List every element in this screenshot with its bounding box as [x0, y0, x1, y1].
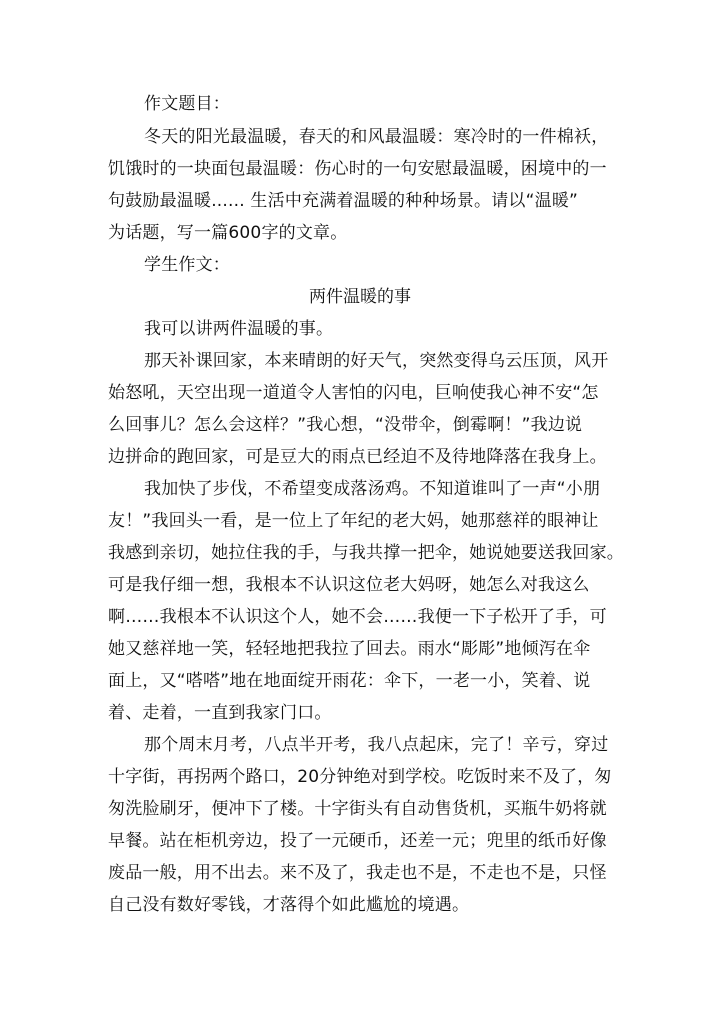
essay-line-4: 么回事儿？怎么会这样？”我心想，“没带伞，倒霉啊！”我边说: [108, 415, 583, 435]
prompt-line-1: 冬天的阳光最温暖，春天的和风最温暖：寒冷时的一件棉袄，: [144, 127, 609, 147]
essay-line-11: 她又慈祥地一笑，轻轻地把我拉了回去。雨水“彫彫”地倾泻在伞: [108, 639, 591, 659]
essay-line-6: 我加快了步伐，不希望变成落汤鸡。不知道谁叫了一声“小朋: [144, 479, 601, 499]
essay-line-3: 始怒吼，天空出现一道道令人害怕的闪电，巨响使我心神不安“怎: [108, 383, 599, 403]
essay-line-18: 废品一般，用不出去。来不及了，我走也不是，不走也不是，只怪: [108, 863, 607, 883]
essay-line-5: 边拼命的跑回家，可是豆大的雨点已经迫不及待地降落在我身上。: [108, 447, 607, 467]
prompt-line-2: 饥饿时的一块面包最温暖：伤心时的一句安慰最温暖，困境中的一: [108, 159, 607, 179]
essay-line-10: 啊……我根本不认识这个人，她不会……我便一下子松开了手，可: [108, 607, 607, 627]
essay-line-9: 可是我仔细一想，我根本不认识这位老大妈呀，她怎么对我这么: [108, 575, 590, 595]
essay-line-8: 我感到亲切，她拉住我的手，与我共撑一把伞，她说她要送我回家。: [108, 543, 624, 563]
essay-line-13: 着、走着，一直到我家门口。: [108, 703, 332, 723]
essay-line-12: 面上，又“嗒嗒”地在地面绽开雨花：伞下，一老一小，笑着、说: [108, 671, 591, 691]
essay-line-17: 早餐。站在柜机旁边，投了一元硬币，还差一元；兜里的纸币好像: [108, 831, 607, 851]
essay-line-2: 那天补课回家，本来晴朗的好天气，突然变得乌云压顶，风开: [144, 351, 609, 371]
essay-title: 两件温暖的事: [309, 287, 411, 307]
essay-line-14: 那个周末月考，八点半开考，我八点起床，完了！辛亏，穿过: [144, 735, 609, 755]
essay-line-19: 自己没有数好零钱，才落得个如此尴尬的境遇。: [108, 895, 470, 915]
prompt-line-4: 为话题，写一篇600字的文章。: [108, 223, 348, 243]
prompt-heading: 作文题目：: [144, 94, 230, 114]
student-heading: 学生作文：: [144, 255, 230, 275]
essay-line-15: 十字街，再拐两个路口，20分钟绝对到学校。吃饭时来不及了，匆: [108, 767, 612, 787]
essay-line-1: 我可以讲两件温暖的事。: [144, 319, 334, 339]
prompt-line-3: 句鼓励最温暖...... 生活中充满着温暖的种种场景。请以“温暖”: [108, 191, 579, 211]
essay-line-7: 友！”我回头一看，是一位上了年纪的老大妈，她那慈祥的眼神让: [108, 511, 599, 531]
essay-line-16: 匆洗脸刷牙，便冲下了楼。十字街头有自动售货机，买瓶牛奶将就: [108, 799, 607, 819]
